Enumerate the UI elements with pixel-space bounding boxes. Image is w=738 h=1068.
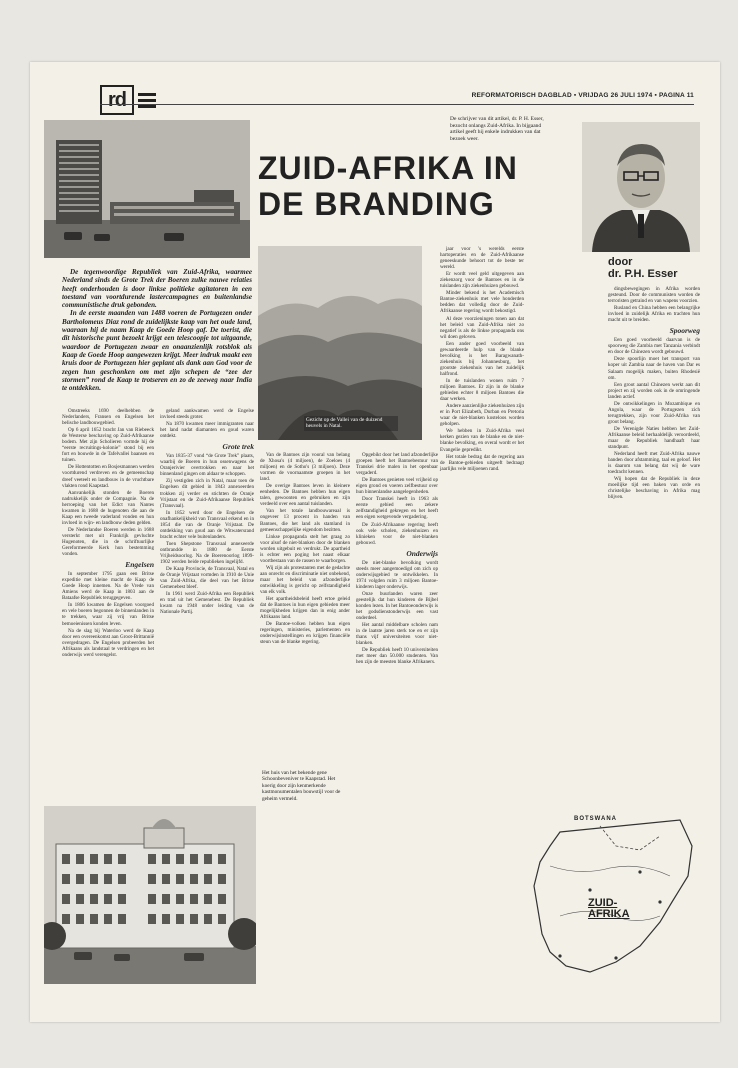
page-folio: REFORMATORISCH DAGBLAD ▪ VRIJDAG 26 JULI 1974 ▪ PAGINA 11 xyxy=(471,92,694,99)
headline xyxy=(258,150,558,222)
caption-author-photo: De schrijver van dit artikel, dr. P. H. Esser, bezocht onlangs Zuid-Afrika. In bijgaand artikel geeft hij enkele indrukken van dat bezoek weer. xyxy=(450,116,544,142)
map-label-line-1: ZUID- xyxy=(588,897,618,909)
paragraph: In 1852 werd door de Engelsen de onafhankelijkheid van Transvaal erkend en in 1854 die van de Oranje Vrijstaat. De ontdekking van goud aan de Witwatersrand bracht echter vele buitenlanders. xyxy=(160,509,254,540)
paragraph: Omstreeks 1690 deelhebben de Nederlanders, Fransen en Engelsen het belische landbouwgebied. xyxy=(62,408,154,427)
paragraph: Een groot aantal Chinezen werkt aan dit project en zij worden ook in de omringende landen actief. xyxy=(608,381,700,400)
paragraph: Nederland heeft met Zuid-Afrika nauwe banden door afstamming, taal en geloof. Het is daarom van belang dat wij de ware toedracht kennen. xyxy=(608,451,700,476)
map-label-country xyxy=(588,898,630,920)
paragraph: Rusland en China hebben een belangrijke invloed in zuidelijk Afrika en trachten hun macht uit te breiden. xyxy=(608,305,700,324)
paragraph: Het aantal middelbare scholen nam in de laatste jaren sterk toe en er zijn thans vijf universiteiten voor niet-blanken. xyxy=(356,622,438,647)
paragraph: Na de slag bij Waterloo werd de Kaap door een overeenkomst aan Groot-Brittannië overgedragen. De Engelsen probeerden het Afrikaans als landstaal te verdringen en het onderwijs werd verengelst. xyxy=(62,627,154,658)
paragraph: Onze buurlanden waren zeer geestelijk dat hun kinderen de Bijbel konden lezen. In het Bantoeonderwijs is het godsdienstonderwijs een vast onderdeel. xyxy=(356,590,438,622)
subheading-grote-trek: Grote trek xyxy=(222,442,254,452)
paragraph: Op 6 april 1652 bracht Jan van Riebeeck de Westerse beschaving op Zuid-Afrikaanse bodem. Met zijn Scholieren vormde hij de “eerste recruitings-kolonie” stond bij een fort en bouwde in de Tafelvallei baansen en tuinen. xyxy=(62,427,154,464)
paragraph: De Zuid-Afrikaanse regering heeft ook vele scholen, ziekenhuizen en klinieken voor de niet-blanken gebouwd. xyxy=(356,521,438,546)
subheading-engelsen: Engelsen xyxy=(125,560,154,570)
paragraph: De Nederlandse Boeren werden in 1688 versterkt met uit Frankrijk gevluchte Hugenoten, die in de schriftuurlijke Gereformeerde Kerk hun bestemming vonden. xyxy=(62,526,154,558)
intro-paragraph: De tegenwoordige Republiek van Zuid-Afrika, waarmee Nederland sinds de Grote Trek der Boeren zulke nauwe relaties heeft onderhouden is door linkse politieke agitatoren in een toestand van voortdurende lastercampagnes en buitenlandse communistische druk gebonden. xyxy=(62,268,252,310)
paragraph: De niet-blanke bevolking wordt steeds meer aangemoedigd om zich op onderwijsgebied te ontwikkelen. In 1974 volgden ruim 3 miljoen Bantoe-kinderen lager onderwijs. xyxy=(356,559,438,590)
paragraph: De ontwikkelingen in Mozambique en Angola, waar de Portugezen zich terugtrekken, zijn voor Zuid-Afrika van groot belang. xyxy=(608,400,700,425)
map-label-botswana: BOTSWANA xyxy=(574,816,617,822)
paragraph: In de tuislanden wonen ruim 7 miljoen Bantoes. Er zijn in de blanke gebieden echter 8 miljoen Bantoes die daar werken. xyxy=(440,377,524,403)
paragraph: In 1806 kwamen de Engelsen voorgoed en vele boeren begonnen de binnenlanden in te trekken, waar zij vrij van Britse bemoeienissen konden leven. xyxy=(62,602,154,627)
paragraph: Minder bekend is het Academisch Bantoe-ziekenhuis met vele honderden bedden dat volledig door de Zuid-Afrikaanse regering wordt bekostigd. xyxy=(440,290,524,315)
photo-landscape xyxy=(258,246,422,440)
subheading-onderwijs: Onderwijs xyxy=(406,548,438,558)
photo-skyline xyxy=(44,120,250,258)
paragraph: De Republiek heeft 10 universiteiten met meer dan 50.000 studenten. Van hen zijn de meesten blanke Afrikaners. xyxy=(356,647,438,666)
paragraph: De Bantoe-volken hebben hun eigen regeringen, ministeries, parlementen en onderwijsinstellingen en krijgen financiële steun van de blanke regering. xyxy=(260,621,350,646)
map-south-africa xyxy=(520,806,700,994)
article-column-6 xyxy=(608,286,700,502)
paragraph: Opgebikt door het land afzonderlijke groepen heeft het Bantoebestuur van Transkei drie malen in het openbaar vergaderd. xyxy=(356,452,438,477)
caption-building: Het huis van het bekende gene Schoonbeveniver te Kaapstad. Het koerig door zijn kenmerkende kastmonumentalen bouwstijl voor de geheim vermeld. xyxy=(262,770,341,802)
paragraph: Van 1835-37 vond “de Grote Trek” plaats, waarbij de Boeren in hun ossenwagens de Oranjerivier overtrokken en naar het binnenland gingen om aldaar te schoppen. xyxy=(160,453,254,478)
article-column-3 xyxy=(260,452,350,646)
paragraph: De Verenigde Naties hebben het Zuid-Afrikaanse beleid herhaaldelijk veroordeeld, maar de Republiek handhaaft haar standpunt. xyxy=(608,425,700,451)
photo-author xyxy=(582,122,700,252)
logo-bars xyxy=(138,93,156,108)
byline-name: dr. P.H. Esser xyxy=(608,268,678,280)
paragraph: Een ander goed voorbeeld van gewaardeerde hulp van de blanke bevolking is het Baragwanath-ziekenhuis bij Johannesburg, het grootste ziekenhuis van het zuidelijk halfrond. xyxy=(440,340,524,377)
paragraph: geland aankwamen werd de Engelse invloed steeds groter. xyxy=(160,408,254,421)
paragraph: Een goed voorbeeld daarvan is de spoorweg die Zambia met Tanzania verbindt en door de Chinezen wordt gebouwd. xyxy=(608,337,700,356)
paragraph: In september 1795 gaan een Britse expeditie met kleine macht de Kaap de Goede Hoop innemen. Na de Vrede van Amiens werd de Kaap in 1803 aan de Bataafse Republiek teruggegeven. xyxy=(62,571,154,602)
paragraph: Er wordt veel geld uitgegeven aan ziekenzorg voor de Bantoes en in de tuislanden zijn ziekenhuizen gebouwd. xyxy=(440,271,524,290)
article-column-1 xyxy=(62,408,154,659)
byline xyxy=(608,256,678,280)
map-label-line-2: AFRIKA xyxy=(588,908,630,920)
paragraph: dingsbewegingen in Afrika worden gesteund. Door de communisten worden de terroristen getraind en van wapens voorzien. xyxy=(608,286,700,305)
paragraph: Wij hopen dat de Republiek in deze moeilijke tijd een baken van orde en christelijke beschaving in Afrika mag blijven. xyxy=(608,476,700,501)
paragraph: Wij zijn als protestanten met de gedachte aan onrecht en discriminatie niet onbekend, maar het beleid van afzonderlijke ontwikkeling is gericht op zelfstandigheid van elk volk. xyxy=(260,564,350,596)
paragraph: Deze spoorlijn moet het transport van koper uit Zambia naar de haven van Dar es Salaam mogelijk maken, buiten Rhodesië om. xyxy=(608,356,700,381)
masthead-rule xyxy=(100,104,694,105)
paragraph: De Kaap Provincie, de Transvaal, Natal en de Oranje Vrijstaat vormden in 1910 de Unie van Zuid-Afrika, die deel van het Britse Gemenebest bleef. xyxy=(160,566,254,591)
headline-line-1: ZUID-AFRIKA IN xyxy=(258,150,518,186)
headline-line-2: DE BRANDING xyxy=(258,186,495,222)
paragraph: De overige Bantoes leven in kleinere eenheden. De Bantoes hebben hun eigen talen, gewoonten en gebruiken en zijn verdeeld over een aantal tuislanden. xyxy=(260,483,350,508)
paragraph: Door Transkei heeft in 1963 als eerste gebied een zekere zelfstandigheid gekregen en het heeft een eigen wetgevende vergadering. xyxy=(356,496,438,521)
caption-landscape: Gezicht op de Vallei van de duizend heuvels in Natal. xyxy=(304,416,398,431)
paragraph: Zij vestigden zich in Natal, maar toen de Engelsen dit gebied in 1843 annexeerden trokken zij verder en stichtten de Oranje Vrijstaat en de Zuid-Afrikaanse Republiek (Transvaal). xyxy=(160,478,254,509)
paragraph: Andere aanzienlijke ziekenhuizen zijn er in Port Elizabeth, Durban en Pretoria waar de niet-blanken kosteloos worden geholpen. xyxy=(440,403,524,428)
article-column-4 xyxy=(356,452,438,667)
logo-mark: rd xyxy=(100,85,134,115)
photo-hotel-building xyxy=(44,806,256,984)
subheading-spoorweg: Spoorweg xyxy=(669,326,700,336)
paragraph: Na 1870 kwamen meer immigranten naar het land nadat diamanten en goud waren ontdekt. xyxy=(160,421,254,440)
paragraph: Aanvankelijk stonden de Boeren nadrukkelijk onder de Compagnie. Na de herroeping van het Edict van Nantes kwamen in 1688 de hugenoten die aan de Kaap een tweede vaderland vonden en hun invloed in wijn- en landbouw deden gelden. xyxy=(62,489,154,526)
paragraph: De Hottentotten en Bosjesmannen werden voortdurend verdreven en de gemeenschap dreef veeteelt en landbouw in de vruchtbare vlakten rond Kaapstad. xyxy=(62,464,155,489)
paragraph: Toen Shepstone Transvaal annexeerde ontbrandde in 1880 de Eerste Vrijheidsoorlog. Na de Boerenoorlog 1899-1902 werden beide republieken ingelijfd. xyxy=(160,540,254,566)
article-column-5 xyxy=(440,246,524,473)
intro-paragraph: In de eerste maanden van 1488 voeren de Portugezen onder Bartholomeus Diaz rond de zuidelijkste kaap van het oude land, waaraan hij de naam Kaap de Goede Hoop gaf. De toerist, die dit historische punt bezoekt krijgt een telescoopje tot uitgaande, waardoor de Portugezen zwaar en onaanzienlijk rotsblok als Kaap de Goede Hoop aangewezen krijgt. Meer indruk maakt een kruis door de Portugezen hier geplant als dank aan God voor de zegen hun geschonken om met zijn schepen de “zee der stormen” rond de Kaap te trotseren en zo de zeeweg naar India te ontdekken. xyxy=(62,309,252,393)
article-column-2 xyxy=(160,408,254,616)
paragraph: Al deze voorzieningen tonen aan dat het beleid van Zuid-Afrika niet zo negatief is als de linkse propaganda ons wil doen geloven. xyxy=(440,315,524,340)
paragraph: Van het totale landbouwareaal is ongeveer 13 procent in handen van Bantoes, die het land als stamland in gemeenschappelijke eigendom bezitten. xyxy=(260,508,350,533)
paragraph: Van de Bantoes zijn vooral van belang de Xhosa's (4 miljoen), de Zoeloes (4 miljoen) en de Sotho's (3 miljoen). Deze vormen de voornaamste groepen in het land. xyxy=(260,452,350,483)
paragraph: Linkse propaganda stelt het graag zo voor alsof de niet-blanken door de blanken worden uitgebuit en verdrukt. De apartheid is echter een poging het naast elkaar voortbestaan van de rassen te waarborgen. xyxy=(260,533,350,564)
article-intro xyxy=(62,268,252,392)
paragraph: De Bantoes genieten veel vrijheid op eigen grond en voeren zelfbestuur over hun binnenlandse aangelegenheden. xyxy=(356,477,438,496)
paragraph: We hebben in Zuid-Afrika veel kerken gezien van de blanke en de niet-blanke bevolking, en overal wordt er het Evangelie gepredikt. xyxy=(440,428,524,453)
masthead-logo xyxy=(100,86,158,114)
paragraph: Het totale bedrag dat de regering aan de Bantoe-gebieden uitgeeft bedraagt jaarlijks vele miljoenen rand. xyxy=(440,453,524,472)
paragraph: Het apartheidsbeleid heeft ertoe geleid dat de Bantoes in hun eigen gebieden meer mogelijkheden krijgen dan in enig ander Afrikaans land. xyxy=(260,596,350,621)
paragraph: In 1961 werd Zuid-Afrika een Republiek en trad uit het Gemenebest. De Republiek kwam na 1948 onder leiding van de Nationale Partij. xyxy=(160,591,254,616)
paragraph: jaar voor 's werelds eerste hartoperaties en de Zuid-Afrikaanse geneeskunde behoort tot de beste ter wereld. xyxy=(440,246,524,271)
byline-prefix: door xyxy=(608,256,633,268)
